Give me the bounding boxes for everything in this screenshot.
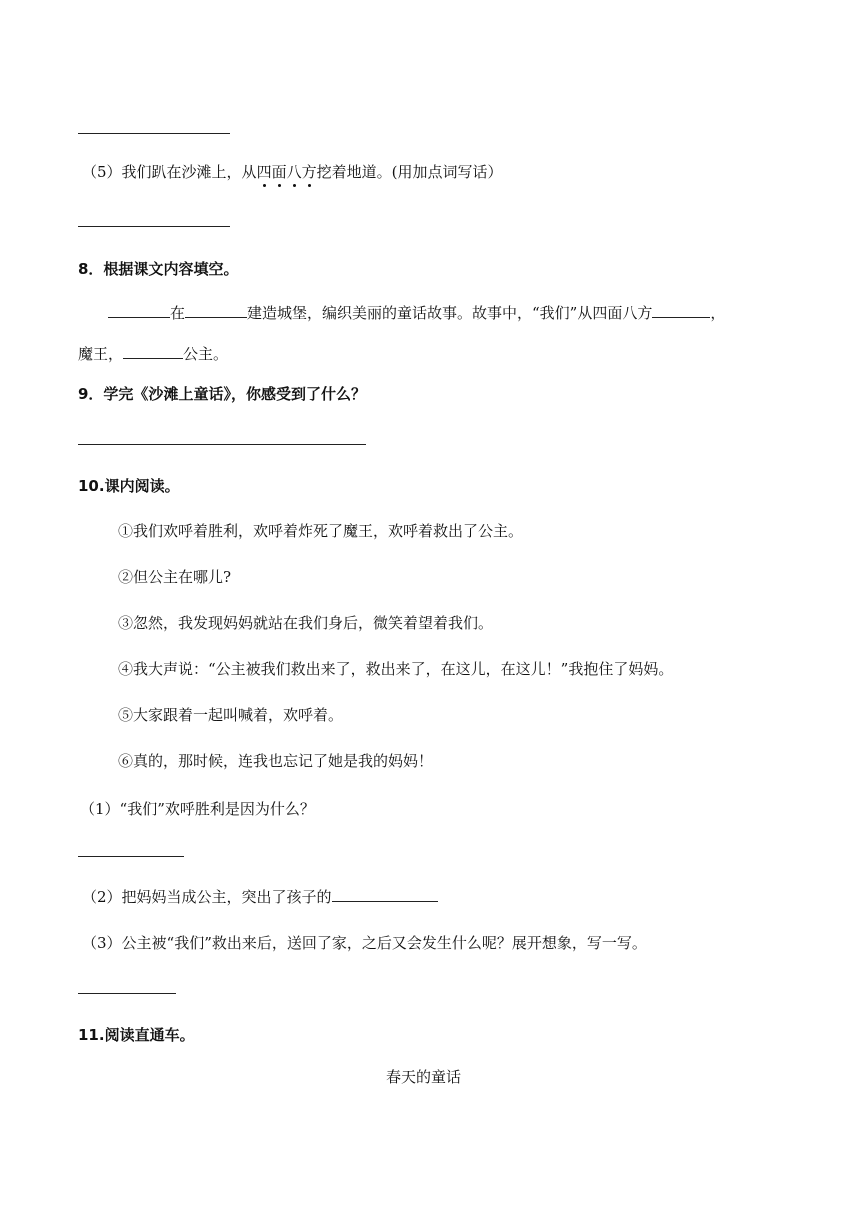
q7-5-after: 挖着地道。(用加点词写话） — [316, 163, 503, 181]
answer-line-q7-4[interactable] — [78, 133, 230, 134]
q10-sub2 — [82, 886, 438, 907]
q8-title: 8．根据课文内容填空。 — [78, 260, 239, 278]
fill-blank[interactable] — [185, 303, 247, 318]
q8-text: 建造城堡，编织美丽的童话故事。故事中，“我们”从四面八方 — [247, 304, 653, 322]
q8-line2 — [78, 343, 228, 364]
answer-line-q10-1[interactable] — [78, 856, 184, 857]
passage-paragraph: ③忽然，我发现妈妈就站在我们身后，微笑着望着我们。 — [118, 614, 494, 632]
passage-paragraph: ⑥真的，那时候，连我也忘记了她是我的妈妈！ — [118, 752, 434, 770]
answer-line-q7-5[interactable] — [78, 226, 230, 227]
q8-text: 公主。 — [183, 345, 229, 363]
q10-sub2-text: （2）把妈妈当成公主，突出了孩子的 — [82, 888, 332, 906]
q7-5-before: 我们趴在沙滩上，从 — [121, 163, 257, 181]
passage-paragraph: ①我们欢呼着胜利，欢呼着炸死了魔王，欢呼着救出了公主。 — [118, 522, 524, 540]
q8-text: 在 — [170, 304, 186, 322]
q10-sub1: （1）“我们”欢呼胜利是因为什么？ — [80, 800, 315, 818]
q7-5-prompt — [82, 161, 502, 182]
answer-line-q9[interactable] — [78, 444, 366, 445]
story-title: 春天的童话 — [386, 1068, 462, 1086]
q10-sub3: （3）公主被“我们”救出来后，送回了家，之后又会发生什么呢？展开想象，写一写。 — [82, 934, 647, 952]
fill-blank[interactable] — [108, 303, 170, 318]
passage-paragraph: ②但公主在哪儿? — [118, 568, 232, 586]
passage-paragraph: ④我大声说：“公主被我们救出来了，救出来了，在这儿，在这儿！”我抱住了妈妈。 — [118, 660, 674, 678]
emph-char: 八 — [286, 163, 302, 181]
q10-title: 10.课内阅读。 — [78, 477, 180, 495]
q9-title: 9．学完《沙滩上童话》，你感受到了什么？ — [78, 385, 366, 403]
emph-char: 方 — [301, 163, 317, 181]
q7-5-label: （5） — [82, 163, 122, 181]
fill-blank[interactable] — [332, 887, 438, 902]
emph-char: 面 — [271, 163, 287, 181]
passage-paragraph: ⑤大家跟着一起叫喊着，欢呼着。 — [118, 706, 344, 724]
q11-title: 11.阅读直通车。 — [78, 1026, 195, 1044]
emph-char: 四 — [256, 163, 272, 181]
fill-blank[interactable] — [123, 344, 183, 359]
q8-text: ， — [710, 304, 726, 322]
fill-blank[interactable] — [652, 303, 710, 318]
q8-text: 魔王， — [78, 345, 124, 363]
answer-line-q10-3[interactable] — [78, 993, 176, 994]
q8-line1 — [108, 302, 725, 323]
